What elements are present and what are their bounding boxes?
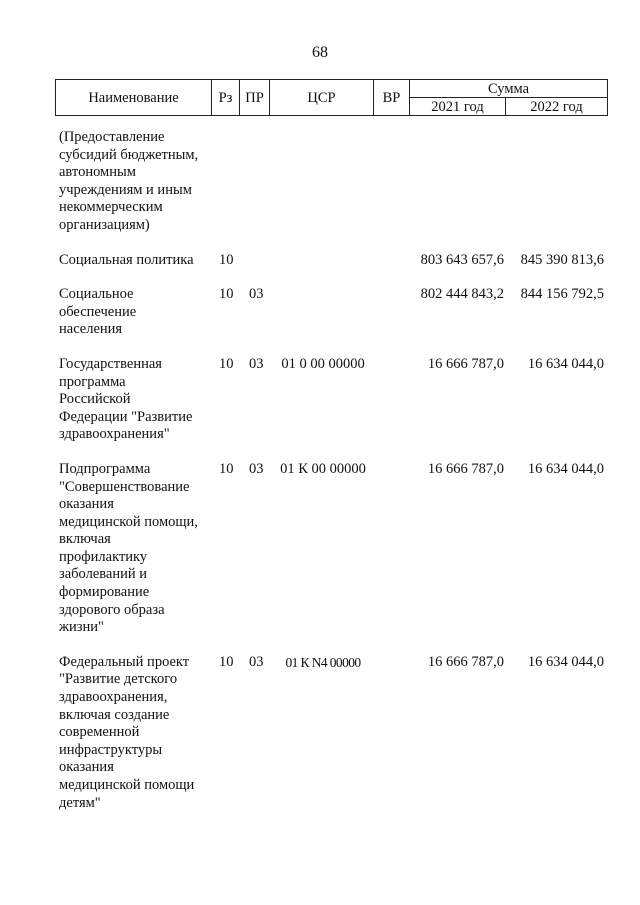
- header-year-2022: 2022 год: [506, 98, 608, 116]
- table-row: [55, 252, 607, 270]
- row-amount-2022: 16 634 044,0: [527, 653, 604, 670]
- row-name: Подпрограмма "Совершенствование оказания медицинской помощи, включая профилактику заболеваний и формирование здорового образа жизни": [59, 460, 198, 636]
- header-year-2021: 2021 год: [410, 98, 506, 116]
- table-row: [55, 654, 607, 812]
- row-name: Государственная программа Российской Федерации "Развитие здравоохранения": [59, 355, 193, 443]
- row-rz: 10: [219, 460, 234, 477]
- row-name: Федеральный проект "Развитие детского здравоохранения, включая создание современной инфраструктуры оказания медицинской помощи детям": [59, 653, 195, 811]
- header-rz: Рз: [212, 80, 240, 116]
- row-amount-2021: 802 444 843,2: [420, 286, 504, 303]
- header-name: Наименование: [56, 80, 212, 116]
- row-csr: 01 К 00 00000: [280, 460, 366, 477]
- row-amount-2021: 16 666 787,0: [427, 460, 504, 477]
- table-row: [55, 129, 607, 235]
- row-name: (Предоставление субсидий бюджетным, автономным учреждениям и иным некоммерческим организациям): [59, 129, 199, 233]
- header-pr: ПР: [240, 80, 270, 116]
- row-name: Социальная политика: [59, 251, 194, 268]
- row-amount-2022: 16 634 044,0: [527, 355, 604, 372]
- row-csr: 01 К N4 00000: [285, 654, 361, 670]
- row-rz: 10: [219, 653, 234, 670]
- row-amount-2021: 16 666 787,0: [427, 355, 504, 372]
- row-pr: 03: [249, 460, 264, 477]
- table-row: [55, 356, 607, 444]
- row-amount-2022: 844 156 792,5: [520, 286, 604, 303]
- row-name: Социальное обеспечение населения: [59, 286, 137, 338]
- row-amount-2021: 803 643 657,6: [420, 251, 504, 268]
- table-body: [55, 129, 607, 812]
- header-vr: ВР: [374, 80, 410, 116]
- header-sum: Сумма: [410, 80, 608, 98]
- row-rz: 10: [219, 286, 234, 303]
- row-pr: 03: [249, 653, 264, 670]
- row-amount-2021: 16 666 787,0: [427, 653, 504, 670]
- row-csr: 01 0 00 00000: [281, 355, 365, 372]
- row-amount-2022: 845 390 813,6: [520, 251, 604, 268]
- row-amount-2022: 16 634 044,0: [527, 460, 604, 477]
- table-header: [55, 79, 608, 116]
- header-csr: ЦСР: [270, 80, 374, 116]
- page-number: 68: [312, 44, 328, 61]
- table-row: [55, 461, 607, 637]
- row-rz: 10: [219, 251, 234, 268]
- row-pr: 03: [249, 286, 264, 303]
- row-rz: 10: [219, 355, 234, 372]
- row-pr: 03: [249, 355, 264, 372]
- table-row: [55, 286, 607, 339]
